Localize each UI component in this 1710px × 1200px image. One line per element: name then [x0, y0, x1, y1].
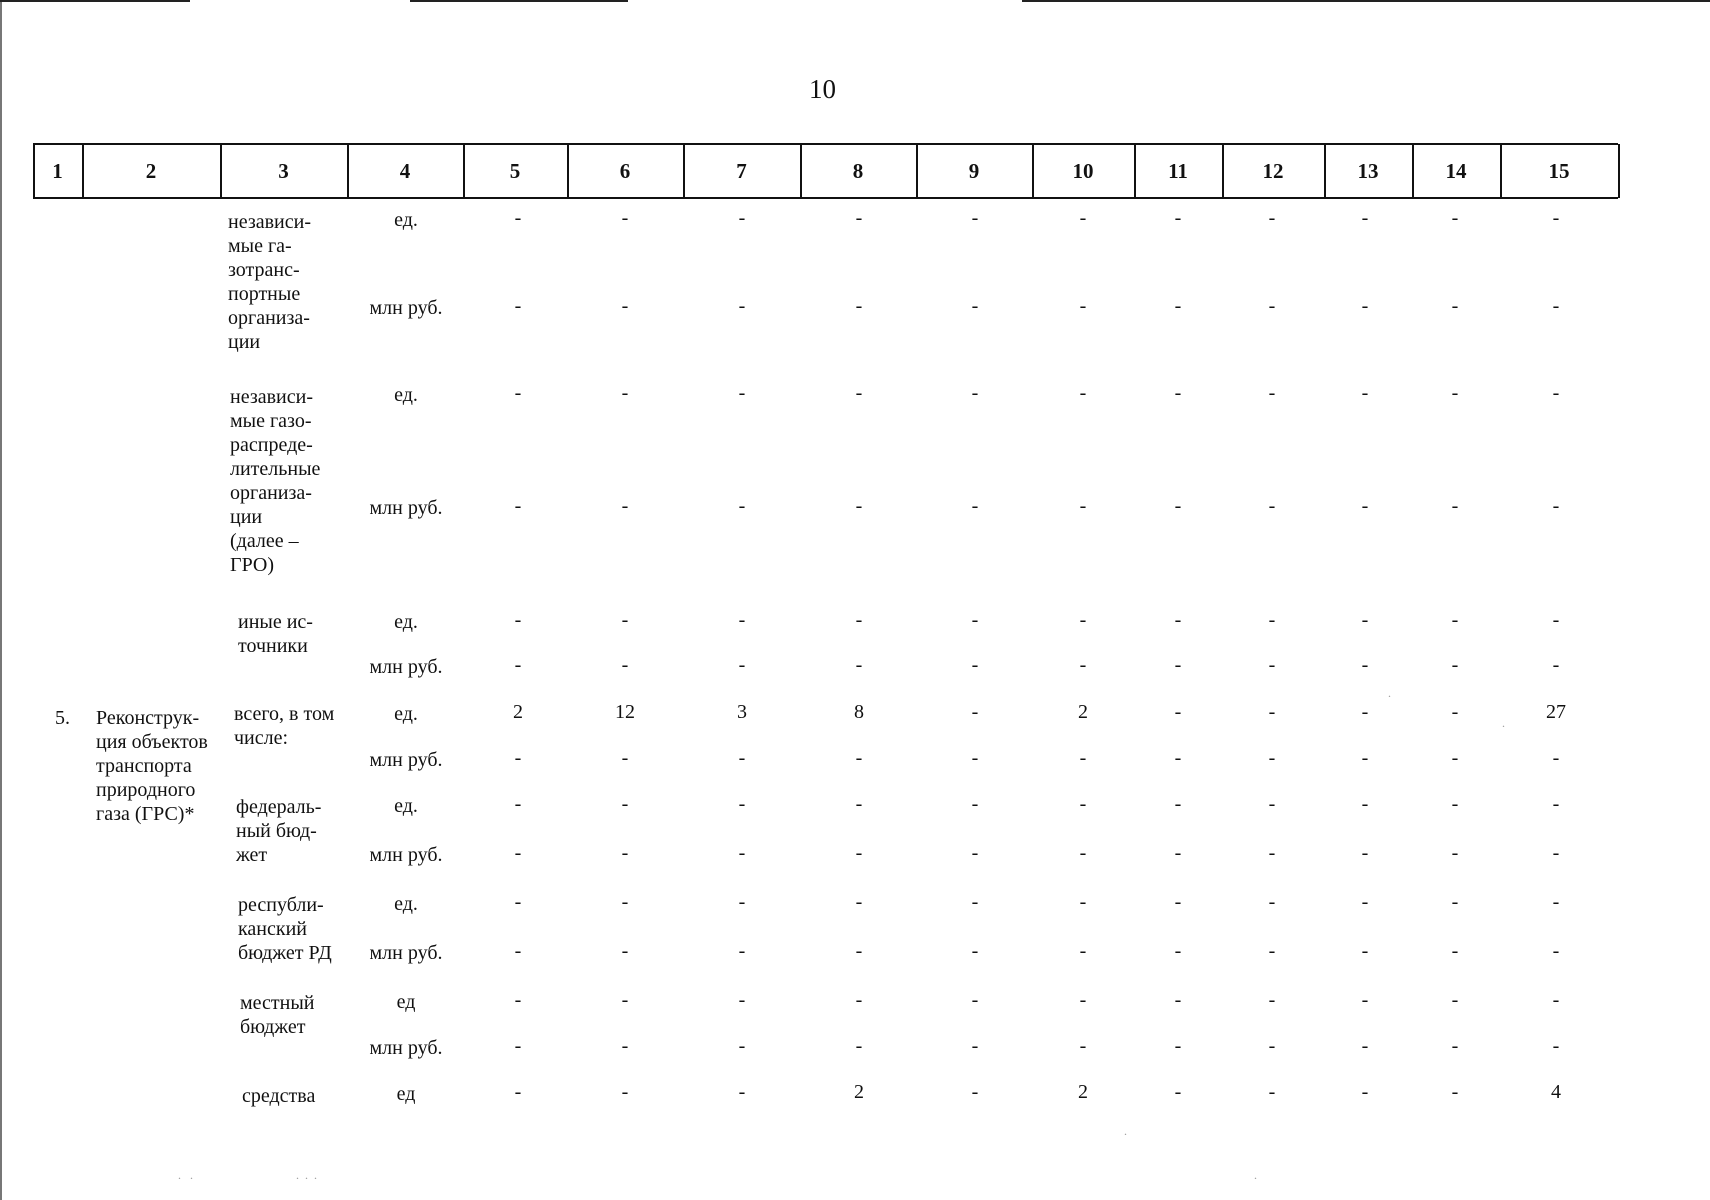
table-cell-col-8: -	[855, 382, 863, 404]
column-number-5: 5	[509, 158, 521, 183]
unit-label: ед.	[394, 795, 418, 817]
table-cell-col-7: -	[738, 940, 746, 962]
table-cell-col-12: -	[1268, 940, 1276, 962]
table-cell-col-11: -	[1174, 295, 1182, 317]
table-cell-col-9: -	[971, 1035, 979, 1057]
table-cell-col-5: -	[514, 207, 522, 229]
table-cell-col-7: -	[738, 891, 746, 913]
table-cell-col-15: -	[1552, 382, 1560, 404]
row-number: 5.	[55, 707, 70, 729]
table-cell-col-10: -	[1079, 747, 1087, 769]
header-column-divider	[1618, 144, 1620, 198]
table-cell-col-7: -	[738, 1035, 746, 1057]
table-cell-col-10: -	[1079, 654, 1087, 676]
source-category-label: республи- канский бюджет РД	[238, 894, 332, 964]
table-cell-col-10: -	[1079, 842, 1087, 864]
table-cell-col-12: -	[1268, 989, 1276, 1011]
table-cell-col-15: -	[1552, 654, 1560, 676]
table-cell-col-14: -	[1451, 793, 1459, 815]
table-cell-col-12: -	[1268, 793, 1276, 815]
table-cell-col-6: -	[621, 207, 629, 229]
table-cell-col-14: -	[1451, 495, 1459, 517]
table-cell-col-14: -	[1451, 1081, 1459, 1103]
table-cell-col-7: -	[738, 295, 746, 317]
table-cell-col-10: -	[1079, 382, 1087, 404]
table-cell-col-12: -	[1268, 1035, 1276, 1057]
table-cell-col-8: -	[855, 747, 863, 769]
table-cell-col-5: -	[514, 940, 522, 962]
table-cell-col-10: -	[1079, 295, 1087, 317]
scan-top-edge	[410, 0, 628, 2]
table-cell-col-8: -	[855, 295, 863, 317]
table-cell-col-15: -	[1552, 940, 1560, 962]
table-cell-col-13: -	[1361, 207, 1369, 229]
table-cell-col-13: -	[1361, 747, 1369, 769]
table-cell-col-8: -	[855, 1035, 863, 1057]
table-cell-col-13: -	[1361, 842, 1369, 864]
table-cell-col-12: -	[1268, 207, 1276, 229]
table-cell-col-7: -	[738, 207, 746, 229]
unit-label: ед.	[394, 703, 418, 725]
unit-label: ед.	[394, 611, 418, 633]
table-cell-col-7: -	[738, 989, 746, 1011]
table-cell-col-6: -	[621, 891, 629, 913]
table-cell-col-12: -	[1268, 701, 1276, 723]
table-cell-col-13: -	[1361, 295, 1369, 317]
table-cell-col-7: -	[738, 1081, 746, 1103]
table-cell-col-12: -	[1268, 1081, 1276, 1103]
table-cell-col-13: -	[1361, 495, 1369, 517]
table-cell-col-13: -	[1361, 891, 1369, 913]
table-cell-col-10: -	[1079, 940, 1087, 962]
table-cell-col-15: -	[1552, 609, 1560, 631]
table-cell-col-6: -	[621, 609, 629, 631]
table-cell-col-11: -	[1174, 382, 1182, 404]
table-cell-col-7: -	[738, 654, 746, 676]
table-cell-col-13: -	[1361, 940, 1369, 962]
table-cell-col-8: -	[855, 989, 863, 1011]
table-cell-col-11: -	[1174, 747, 1182, 769]
table-cell-col-14: -	[1451, 654, 1459, 676]
table-cell-col-8: -	[855, 609, 863, 631]
table-cell-col-12: -	[1268, 495, 1276, 517]
column-number-11: 11	[1168, 158, 1188, 183]
scan-top-edge	[0, 0, 190, 2]
table-cell-col-6: -	[621, 654, 629, 676]
table-cell-col-9: -	[971, 701, 979, 723]
table-cell-col-10: -	[1079, 609, 1087, 631]
column-number-4: 4	[399, 158, 411, 183]
table-cell-col-5: -	[514, 382, 522, 404]
table-cell-col-5: -	[514, 747, 522, 769]
column-number-7: 7	[736, 158, 747, 183]
table-cell-col-11: -	[1174, 793, 1182, 815]
table-cell-col-10: -	[1079, 793, 1087, 815]
column-number-2: 2	[145, 158, 157, 183]
table-cell-col-6: 12	[615, 701, 635, 723]
table-cell-col-14: -	[1451, 747, 1459, 769]
table-cell-col-15: -	[1552, 842, 1560, 864]
column-number-12: 12	[1262, 158, 1284, 183]
table-cell-col-15: -	[1552, 207, 1560, 229]
table-cell-col-15: -	[1552, 295, 1560, 317]
table-cell-col-15: 4	[1551, 1081, 1561, 1103]
table-cell-col-14: -	[1451, 842, 1459, 864]
table-cell-col-10: -	[1079, 1035, 1087, 1057]
table-cell-col-12: -	[1268, 891, 1276, 913]
table-cell-col-15: -	[1552, 495, 1560, 517]
table-cell-col-14: -	[1451, 382, 1459, 404]
table-cell-col-7: -	[738, 793, 746, 815]
table-cell-col-9: -	[971, 1081, 979, 1103]
table-cell-col-9: -	[971, 382, 979, 404]
table-cell-col-12: -	[1268, 842, 1276, 864]
table-cell-col-14: -	[1451, 295, 1459, 317]
table-cell-col-5: 2	[513, 701, 523, 723]
table-cell-col-9: -	[971, 295, 979, 317]
table-cell-col-11: -	[1174, 989, 1182, 1011]
table-cell-col-6: -	[621, 295, 629, 317]
table-cell-col-6: -	[621, 1081, 629, 1103]
table-cell-col-9: -	[971, 940, 979, 962]
unit-label: ед	[396, 1083, 416, 1105]
page-number: 10	[809, 74, 836, 104]
unit-label: млн руб.	[369, 749, 443, 771]
table-cell-col-13: -	[1361, 793, 1369, 815]
table-cell-col-7: -	[738, 382, 746, 404]
table-cell-col-5: -	[514, 295, 522, 317]
scan-left-edge	[0, 0, 2, 1200]
table-cell-col-14: -	[1451, 701, 1459, 723]
table-cell-col-13: -	[1361, 989, 1369, 1011]
table-cell-col-12: -	[1268, 654, 1276, 676]
source-category-label: средства	[242, 1085, 316, 1107]
table-cell-col-15: -	[1552, 1035, 1560, 1057]
table-cell-col-8: 8	[854, 701, 864, 723]
table-cell-col-6: -	[621, 989, 629, 1011]
table-cell-col-13: -	[1361, 609, 1369, 631]
table-cell-col-13: -	[1361, 382, 1369, 404]
table-cell-col-14: -	[1451, 207, 1459, 229]
table-cell-col-13: -	[1361, 701, 1369, 723]
table-cell-col-14: -	[1451, 940, 1459, 962]
table-cell-col-9: -	[971, 207, 979, 229]
column-number-14: 14	[1445, 158, 1467, 183]
table-cell-col-11: -	[1174, 891, 1182, 913]
table-cell-col-13: -	[1361, 1081, 1369, 1103]
column-number-10: 10	[1072, 158, 1094, 183]
unit-label: млн руб.	[369, 297, 443, 319]
table-cell-col-15: -	[1552, 793, 1560, 815]
unit-label: ед.	[394, 384, 418, 406]
source-category-label: независи- мые газо- распреде- лительные организа- ции (далее – ГРО)	[230, 386, 321, 576]
table-cell-col-9: -	[971, 747, 979, 769]
table-cell-col-8: 2	[854, 1081, 864, 1103]
table-cell-col-8: -	[855, 940, 863, 962]
table-cell-col-5: -	[514, 609, 522, 631]
table-cell-col-10: -	[1079, 207, 1087, 229]
table-cell-col-14: -	[1451, 609, 1459, 631]
table-cell-col-9: -	[971, 654, 979, 676]
table-cell-col-6: -	[621, 842, 629, 864]
unit-label: млн руб.	[369, 942, 443, 964]
table-cell-col-9: -	[971, 495, 979, 517]
table-cell-col-11: -	[1174, 207, 1182, 229]
table-cell-col-8: -	[855, 842, 863, 864]
table-cell-col-5: -	[514, 495, 522, 517]
table-cell-col-11: -	[1174, 495, 1182, 517]
column-number-6: 6	[619, 158, 631, 183]
column-number-8: 8	[852, 158, 864, 183]
table-cell-col-7: 3	[737, 701, 747, 723]
table-cell-col-5: -	[514, 842, 522, 864]
table-cell-col-5: -	[514, 1081, 522, 1103]
source-category-label: местный бюджет	[240, 992, 315, 1038]
table-cell-col-11: -	[1174, 701, 1182, 723]
table-cell-col-11: -	[1174, 654, 1182, 676]
column-number-1: 1	[52, 158, 63, 183]
source-category-label: иные ис- точники	[238, 611, 313, 657]
unit-label: млн руб.	[369, 497, 443, 519]
table-cell-col-15: -	[1552, 891, 1560, 913]
table-cell-col-8: -	[855, 793, 863, 815]
table-cell-col-5: -	[514, 891, 522, 913]
table-cell-col-9: -	[971, 989, 979, 1011]
unit-label: млн руб.	[369, 656, 443, 678]
table-cell-col-8: -	[855, 891, 863, 913]
table-cell-col-11: -	[1174, 940, 1182, 962]
table-cell-col-6: -	[621, 382, 629, 404]
column-number-13: 13	[1357, 158, 1379, 183]
table-cell-col-10: -	[1079, 989, 1087, 1011]
table-cell-col-10: -	[1079, 495, 1087, 517]
source-category-label: федераль- ный бюд- жет	[236, 796, 322, 866]
table-cell-col-10: 2	[1078, 701, 1088, 723]
table-cell-col-12: -	[1268, 295, 1276, 317]
table-cell-col-15: -	[1552, 989, 1560, 1011]
table-cell-col-12: -	[1268, 747, 1276, 769]
table-cell-col-6: -	[621, 1035, 629, 1057]
table-cell-col-6: -	[621, 793, 629, 815]
table-cell-col-11: -	[1174, 609, 1182, 631]
unit-label: ед.	[394, 209, 418, 231]
table-cell-col-11: -	[1174, 1081, 1182, 1103]
section-title: Реконструк- ция объектов транспорта природного газа (ГРС)*	[96, 707, 208, 825]
unit-label: млн руб.	[369, 1037, 443, 1059]
table-cell-col-14: -	[1451, 891, 1459, 913]
table-cell-col-9: -	[971, 891, 979, 913]
table-cell-col-14: -	[1451, 1035, 1459, 1057]
table-cell-col-15: -	[1552, 747, 1560, 769]
unit-label: ед	[396, 991, 416, 1013]
table-cell-col-6: -	[621, 747, 629, 769]
table-cell-col-12: -	[1268, 382, 1276, 404]
table-cell-col-5: -	[514, 793, 522, 815]
source-category-label: независи- мые га- зотранс- портные организа- ции	[228, 211, 311, 353]
table-cell-col-15: 27	[1546, 701, 1566, 723]
table-cell-col-11: -	[1174, 1035, 1182, 1057]
unit-label: ед.	[394, 893, 418, 915]
column-number-15: 15	[1548, 158, 1570, 183]
table-cell-col-13: -	[1361, 654, 1369, 676]
table-cell-col-6: -	[621, 495, 629, 517]
unit-label: млн руб.	[369, 844, 443, 866]
table-cell-col-7: -	[738, 495, 746, 517]
table-cell-col-10: 2	[1078, 1081, 1088, 1103]
table-cell-col-10: -	[1079, 891, 1087, 913]
table-cell-col-12: -	[1268, 609, 1276, 631]
table-cell-col-7: -	[738, 747, 746, 769]
table-cell-col-11: -	[1174, 842, 1182, 864]
table-cell-col-7: -	[738, 609, 746, 631]
table-cell-col-9: -	[971, 609, 979, 631]
table-cell-col-9: -	[971, 793, 979, 815]
table-cell-col-8: -	[855, 495, 863, 517]
table-cell-col-6: -	[621, 940, 629, 962]
table-cell-col-7: -	[738, 842, 746, 864]
table-cell-col-5: -	[514, 654, 522, 676]
table-cell-col-8: -	[855, 654, 863, 676]
scan-top-edge	[1022, 0, 1710, 2]
table-cell-col-8: -	[855, 207, 863, 229]
table-cell-col-14: -	[1451, 989, 1459, 1011]
table-cell-col-5: -	[514, 989, 522, 1011]
table-cell-col-5: -	[514, 1035, 522, 1057]
column-number-3: 3	[278, 158, 289, 183]
source-category-label: всего, в том числе:	[234, 703, 335, 749]
column-number-9: 9	[968, 158, 980, 183]
table-cell-col-13: -	[1361, 1035, 1369, 1057]
table-cell-col-9: -	[971, 842, 979, 864]
